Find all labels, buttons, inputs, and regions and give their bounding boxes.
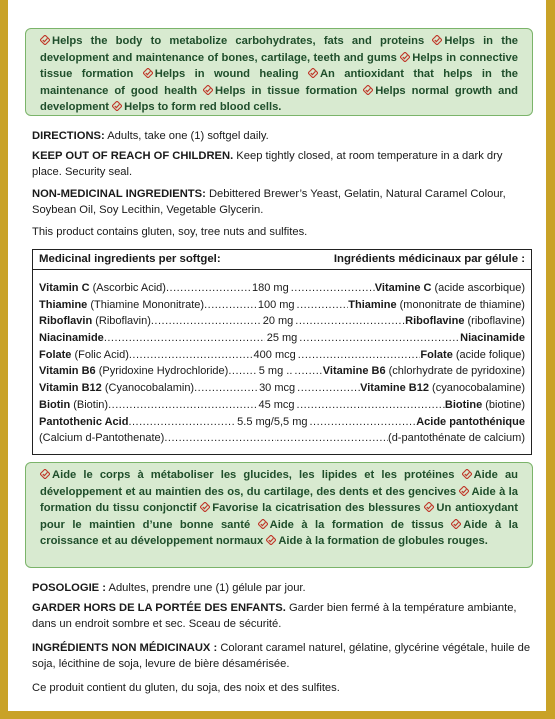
check-diamond-icon: [451, 519, 461, 529]
check-diamond-icon: [308, 68, 318, 78]
leader-dots: [228, 363, 256, 380]
leader-dots: [295, 313, 405, 330]
posologie: [32, 580, 532, 596]
leader-dots: [299, 330, 460, 347]
ingredient-amount: 100 mg: [257, 298, 295, 311]
ingredient-name-fr: Acide pantothénique: [416, 415, 525, 428]
label-sheet: [8, 0, 546, 711]
check-diamond-icon: [143, 68, 153, 78]
leader-dots: [297, 297, 349, 314]
leader-dots: [204, 297, 256, 314]
ingredient-name-fr: Niacinamide: [460, 332, 525, 345]
table-row: [39, 347, 525, 364]
leader-dots: [104, 330, 265, 347]
check-diamond-icon: [40, 35, 50, 45]
nonmed-fr-text: Colorant caramel naturel, gélatine, glycérine végétale, huile de soja, lécithine de soja, levure de bière désamérisée.: [32, 642, 531, 670]
nonmed-label: NON-MEDICINAL INGREDIENTS:: [32, 188, 206, 200]
allergen-statement-fr: [32, 680, 532, 696]
ingredient-name-fr: Thiamine (mononitrate de thiamine): [348, 298, 525, 311]
check-diamond-icon: [462, 469, 472, 479]
ingredient-amount: 20 mg: [262, 315, 294, 328]
en-claim-text: Helps to form red blood cells.: [124, 101, 282, 114]
en-claim-text: Helps normal growth and development: [40, 84, 518, 114]
ingredient-amount: 5.5 mg/5,5 mg: [237, 415, 308, 428]
warning-label: KEEP OUT OF REACH OF CHILDREN.: [32, 150, 234, 162]
table-row: [39, 363, 525, 380]
leader-dots: [294, 363, 322, 380]
check-diamond-icon: [266, 535, 276, 545]
nonmed-text: Debittered Brewer’s Yeast, Gelatin, Natural Caramel Colour, Soybean Oil, Soy Lecithin, Vegetable Glycerin.: [32, 188, 506, 216]
ingredient-name-en: (Calcium d-Pantothenate): [39, 432, 165, 445]
leader-dots: [108, 397, 256, 414]
table-row: [39, 414, 525, 431]
en-claim-text: An antioxidant that helps in the maintenance of good health: [40, 68, 518, 97]
warning-text: Keep tightly closed, at room temperature in a dark dry place. Security seal.: [32, 150, 503, 178]
check-diamond-icon: [258, 519, 268, 529]
ingredient-amount: 45 mcg: [258, 398, 295, 411]
check-diamond-icon: [203, 85, 213, 95]
ingredient-name-en: Vitamin B6 (Pyridoxine Hydrochloride): [39, 365, 229, 378]
table-header-fr: Ingrédients médicinaux par gélule :: [333, 253, 525, 265]
leader-dots: [166, 280, 250, 297]
fr-claim-text: Aide à la formation du tissu conjonctif: [40, 485, 519, 515]
ingredient-name-fr: Vitamine B6 (chlorhydrate de pyridoxine): [322, 365, 525, 378]
directions-label: DIRECTIONS:: [32, 130, 105, 142]
check-diamond-icon: [363, 85, 373, 95]
leader-dots: [309, 414, 416, 431]
leader-dots: [276, 430, 388, 447]
claims-list-fr: [40, 469, 518, 547]
ingredient-name-en: Biotin (Biotin): [39, 398, 109, 411]
fr-claim-text: Aide à la formation de globules rouges.: [278, 535, 488, 548]
check-diamond-icon: [459, 486, 469, 496]
en-claim-text: Helps in tissue formation: [215, 84, 364, 97]
leader-dots: [291, 280, 375, 297]
nonmed-fr-label: INGRÉDIENTS NON MÉDICINAUX :: [32, 642, 218, 654]
garder: [32, 600, 532, 632]
table-row: [39, 313, 525, 330]
leader-dots: [164, 430, 276, 447]
table-row: [39, 380, 525, 397]
leader-dots: [151, 313, 261, 330]
leader-dots: [297, 380, 360, 397]
ingredient-amount: 30 mcg: [259, 382, 296, 395]
ingredient-name-en: Folate (Folic Acid): [39, 348, 129, 361]
claims-box-en: [25, 28, 533, 116]
table-row: [39, 397, 525, 414]
ingredient-name-en: Vitamin B12 (Cyanocobalamin): [39, 382, 195, 395]
ingredient-amount: 400 mcg: [253, 348, 296, 361]
table-row: [39, 280, 525, 297]
posologie-text: Adultes, prendre une (1) gélule par jour.: [108, 582, 306, 594]
ingredient-amount: 25 mg: [266, 332, 298, 345]
ingredient-name-en: Pantothenic Acid: [39, 415, 129, 428]
check-diamond-icon: [432, 35, 442, 45]
ingredients-table: [32, 249, 532, 455]
table-header-en: Medicinal ingredients per softgel:: [39, 253, 221, 265]
en-claim-text: Helps in connective tissue formation: [40, 51, 518, 81]
leader-dots: [297, 397, 445, 414]
garder-label: GARDER HORS DE LA PORTÉE DES ENFANTS.: [32, 602, 286, 614]
fr-claim-text: Favorise la cicatrisation des blessures: [212, 502, 425, 515]
en-claim-text: Helps in wound healing: [154, 68, 308, 81]
en-claim-text: Helps the body to metabolize carbohydrates, fats and proteins: [52, 35, 433, 47]
table-row: [39, 330, 525, 347]
fr-claim-text: Aide à la formation de tissus: [269, 518, 452, 531]
en-claim-text: Helps in the development and maintenance of bones, cartilage, teeth and gums: [40, 35, 519, 64]
leader-dots: [129, 347, 252, 364]
contains-text: This product contains gluten, soy, tree nuts and sulfites.: [32, 226, 308, 238]
ingredient-name-en: Vitamin C (Ascorbic Acid): [39, 282, 166, 294]
check-diamond-icon: [112, 101, 122, 111]
nonmedicinal-ingredients: [32, 186, 532, 218]
nonmedicinal-ingredients-fr: [32, 640, 532, 672]
ingredient-name-fr: Vitamine C (acide ascorbique): [374, 282, 525, 294]
ingredient-name-en: Niacinamide: [39, 332, 104, 345]
ingredient-amount: 5 mg ..: [258, 365, 293, 378]
garder-text: Garder bien fermé à la température ambiante, dans un endroit sombre et sec. Sceau de sécurité.: [32, 602, 517, 630]
fr-claim-text: Aide à la croissance et au développement normaux: [40, 518, 518, 548]
ingredient-name-fr: Vitamine B12 (cyanocobalamine): [360, 382, 525, 395]
check-diamond-icon: [200, 502, 210, 512]
ingredient-name-fr: (d-pantothénate de calcium): [388, 432, 525, 445]
ingredient-name-fr: Biotine (biotine): [444, 398, 525, 411]
table-rows: [33, 270, 531, 447]
ingredient-name-en: Riboflavin (Riboflavin): [39, 315, 151, 328]
claims-box-fr: [25, 462, 533, 568]
fr-claim-text: Aide le corps à métaboliser les glucides, les lipides et les protéines: [52, 469, 462, 481]
contains-fr-text: Ce produit contient du gluten, du soja, des noix et des sulfites.: [32, 682, 340, 694]
ingredient-name-fr: Riboflavine (riboflavine): [405, 315, 525, 328]
leader-dots: [194, 380, 257, 397]
check-diamond-icon: [424, 502, 434, 512]
claims-list-en: [40, 35, 518, 113]
ingredient-amount: 180 mg: [252, 282, 289, 294]
table-header: [33, 250, 531, 270]
leader-dots: [128, 414, 235, 431]
fr-claim-text: Un antioxydant pour le maintien d’une bonne santé: [40, 502, 518, 531]
fr-claim-text: Aide au développement et au maintien des os, du cartilage, des dents et des gencives: [40, 469, 518, 498]
warning: [32, 148, 532, 180]
check-diamond-icon: [400, 52, 410, 62]
ingredient-name-fr: Folate (acide folique): [420, 348, 525, 361]
posologie-label: POSOLOGIE :: [32, 582, 106, 594]
allergen-statement: [32, 224, 532, 240]
leader-dots: [298, 347, 421, 364]
directions: [32, 128, 532, 144]
ingredient-name-en: Thiamine (Thiamine Mononitrate): [39, 298, 205, 311]
directions-text: Adults, take one (1) softgel daily.: [107, 130, 269, 142]
table-row: [39, 297, 525, 314]
table-row: [39, 430, 525, 447]
check-diamond-icon: [40, 469, 50, 479]
